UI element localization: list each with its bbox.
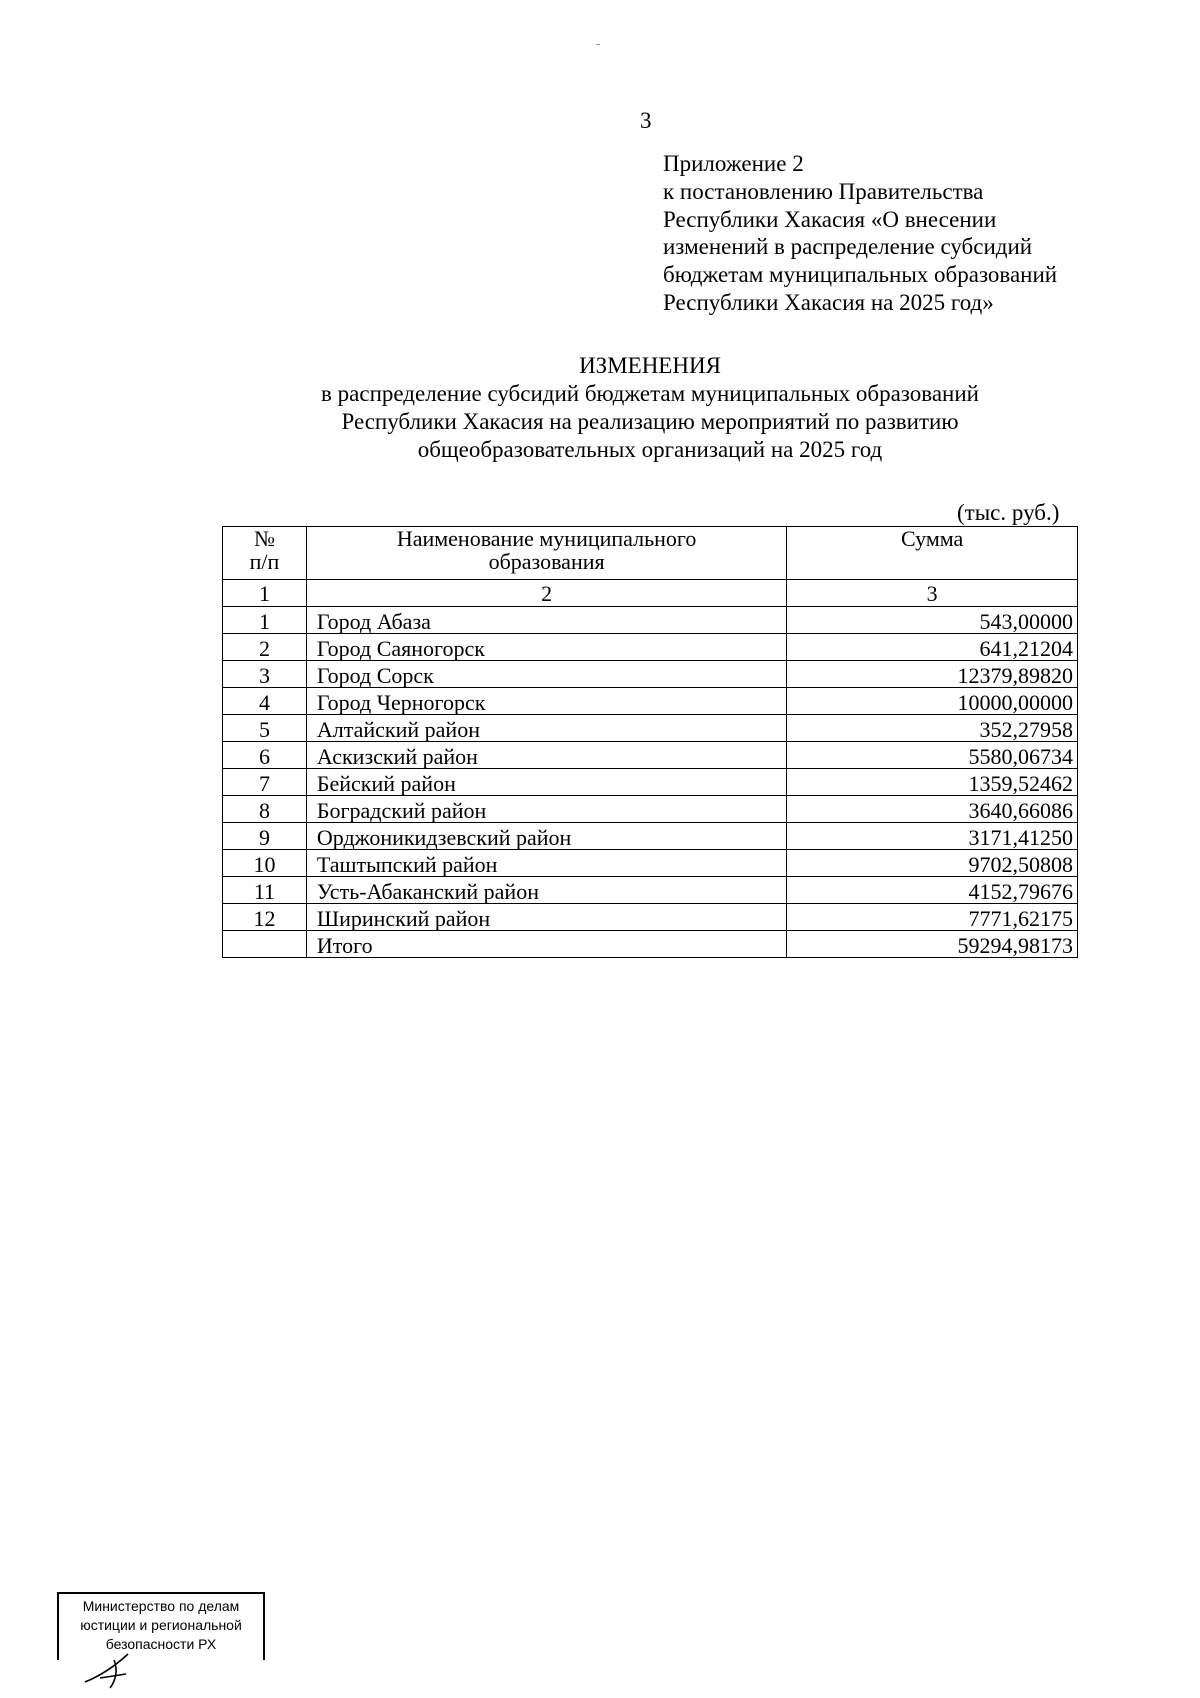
row-number: 12 xyxy=(223,904,307,931)
table-row xyxy=(223,796,1078,823)
subsidy-amount: 4152,79676 xyxy=(787,877,1078,904)
municipality-name: Усть-Абаканский район xyxy=(306,877,786,904)
row-number: 5 xyxy=(223,715,307,742)
row-number: 9 xyxy=(223,823,307,850)
table-row xyxy=(223,715,1078,742)
subsidy-amount: 10000,00000 xyxy=(787,688,1078,715)
row-number: 11 xyxy=(223,877,307,904)
municipality-name: Город Абаза xyxy=(306,607,786,634)
heading-line: Республики Хакасия на реализацию мероприятий по развитию xyxy=(341,409,959,434)
document-heading xyxy=(0,352,1200,464)
municipality-name: Боградский район xyxy=(306,796,786,823)
subsidy-amount: 641,21204 xyxy=(787,634,1078,661)
header-name: Наименование муниципального образования xyxy=(306,527,786,580)
appendix-line: Приложение 2 xyxy=(663,151,804,176)
subsidy-amount: 3640,66086 xyxy=(787,796,1078,823)
row-number: 8 xyxy=(223,796,307,823)
signature-mark xyxy=(80,1640,160,1690)
units-label: (тыс. руб.) xyxy=(957,500,1060,525)
table-row xyxy=(223,607,1078,634)
scan-artifact xyxy=(596,44,600,45)
total-label: Итого xyxy=(306,931,786,958)
subsidy-amount: 9702,50808 xyxy=(787,850,1078,877)
column-index-row xyxy=(223,580,1078,607)
municipality-name: Алтайский район xyxy=(306,715,786,742)
heading-line: общеобразовательных организаций на 2025 год xyxy=(417,437,883,462)
municipality-name: Бейский район xyxy=(306,769,786,796)
row-number: 2 xyxy=(223,634,307,661)
stamp-line: юстиции и региональной xyxy=(80,1617,242,1633)
table-row xyxy=(223,877,1078,904)
municipality-name: Город Черногорск xyxy=(306,688,786,715)
column-index: 2 xyxy=(306,580,786,607)
table-body xyxy=(223,607,1078,958)
row-number: 10 xyxy=(223,850,307,877)
appendix-line: Республики Хакасия на 2025 год» xyxy=(663,289,994,315)
municipality-name: Город Саяногорск xyxy=(306,634,786,661)
row-number: 4 xyxy=(223,688,307,715)
table-header-row xyxy=(223,527,1078,580)
municipality-name: Город Сорск xyxy=(306,661,786,688)
municipality-name: Таштыпский район xyxy=(306,850,786,877)
table-row xyxy=(223,742,1078,769)
appendix-reference xyxy=(663,150,1057,317)
subsidy-amount: 7771,62175 xyxy=(787,904,1078,931)
municipality-name: Аскизский район xyxy=(306,742,786,769)
table-row xyxy=(223,661,1078,688)
stamp-line: безопасности РХ xyxy=(105,1636,217,1652)
total-num-empty xyxy=(223,931,307,958)
table-row xyxy=(223,904,1078,931)
heading-line: в распределение субсидий бюджетам муниципальных образований xyxy=(321,381,979,406)
table-row xyxy=(223,634,1078,661)
municipality-name: Орджоникидзевский район xyxy=(306,823,786,850)
subsidy-amount: 5580,06734 xyxy=(787,742,1078,769)
appendix-line: бюджетам муниципальных образований xyxy=(663,262,1058,288)
table-row xyxy=(223,823,1078,850)
table-row xyxy=(223,769,1078,796)
appendix-line: изменений в распределение субсидий xyxy=(663,234,1033,260)
document-title: ИЗМЕНЕНИЯ xyxy=(579,353,721,378)
subsidy-amount: 12379,89820 xyxy=(787,661,1078,688)
table-row xyxy=(223,850,1078,877)
municipality-name: Ширинский район xyxy=(306,904,786,931)
total-amount: 59294,98173 xyxy=(787,931,1078,958)
table-row xyxy=(223,688,1078,715)
row-number: 7 xyxy=(223,769,307,796)
total-row xyxy=(223,931,1078,958)
column-index: 3 xyxy=(787,580,1078,607)
subsidy-amount: 543,00000 xyxy=(787,607,1078,634)
row-number: 6 xyxy=(223,742,307,769)
stamp-line: Министерство по делам xyxy=(82,1598,240,1614)
subsidy-amount: 3171,41250 xyxy=(787,823,1078,850)
subsidies-table xyxy=(222,526,1078,958)
row-number: 3 xyxy=(223,661,307,688)
page-number: 3 xyxy=(640,108,652,133)
header-num: № п/п xyxy=(223,527,307,580)
appendix-line: Республики Хакасия «О внесении xyxy=(663,206,997,232)
appendix-line: к постановлению Правительства xyxy=(663,178,984,204)
column-index: 1 xyxy=(223,580,307,607)
row-number: 1 xyxy=(223,607,307,634)
subsidy-amount: 1359,52462 xyxy=(787,769,1078,796)
header-sum: Сумма xyxy=(787,527,1078,580)
subsidy-amount: 352,27958 xyxy=(787,715,1078,742)
